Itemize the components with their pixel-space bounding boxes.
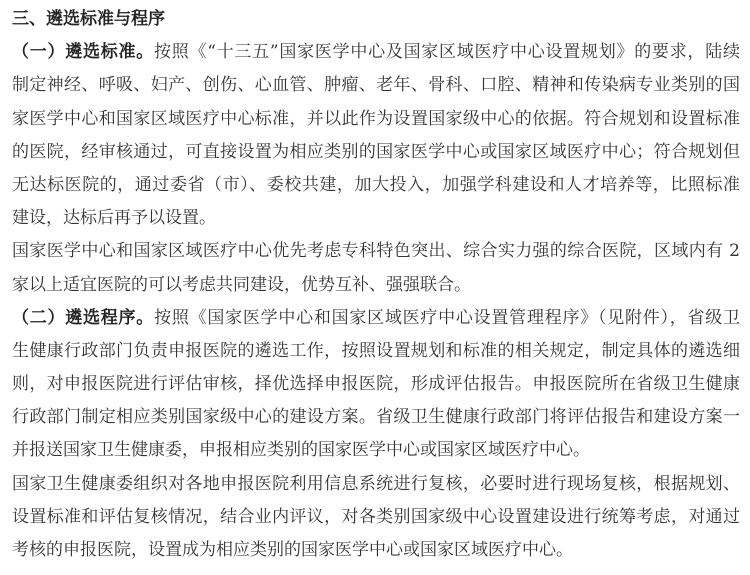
text-line: 国家医学中心和国家区域医疗中心优先考虑专科特色突出、综合实力强的综合医院，区域内有 2 xyxy=(12,241,740,262)
text-line: 考核的申报医院，设置成为相应类别的国家医学中心或国家区域医疗中心。 xyxy=(12,540,573,560)
procedure-label: （二）遴选程序。 xyxy=(12,307,155,328)
text-line: 行政部门制定相应类别国家级中心的建设方案。省级卫生健康行政部门将评估报告和建设方案一 xyxy=(12,407,740,428)
criteria-label: （一）遴选标准。 xyxy=(12,42,154,63)
text-line: 的医院，经审核通过，可直接设置为相应类别的国家医学中心或国家区域医疗中心；符合规划但 xyxy=(12,141,740,162)
text-line: 国家卫生健康委组织对各地申报医院利用信息系统进行复核，必要时进行现场复核，根据规划、 xyxy=(12,473,740,494)
paragraph-selection-criteria xyxy=(12,36,740,235)
paragraph-selection-procedure xyxy=(12,302,740,468)
line-text: 按照《“十三五”国家医学中心及国家区域医疗中心设置规划》的要求，陆续 xyxy=(153,42,740,63)
text-line: 生健康行政部门负责申报医院的遴选工作，按照设置规划和标准的相关规定，制定具体的遴选细 xyxy=(12,340,740,361)
section-heading: 三、遴选标准与程序 xyxy=(12,9,165,29)
text-line: 制定神经、呼吸、妇产、创伤、心血管、肿瘤、老年、骨科、口腔、精神和传染病专业类别的国 xyxy=(12,75,740,96)
text-line: 无达标医院的，通过委省（市）、委校共建，加大投入，加强学科建设和人才培养等，比照标准 xyxy=(12,174,740,195)
text-line xyxy=(12,302,740,335)
line-text: 按照《国家医学中心和国家区域医疗中心设置管理程序》（见附件），省级卫 xyxy=(154,307,740,328)
text-line: 并报送国家卫生健康委，申报相应类别的国家医学中心或国家区域医疗中心。 xyxy=(12,440,590,461)
document-body xyxy=(12,3,740,567)
text-line: 家以上适宜医院的可以考虑共同建设，优势互补、强强联合。 xyxy=(12,274,471,295)
paragraph-priority xyxy=(12,235,740,301)
text-line: 设置标准和评估复核情况，结合业内评议，对各类别国家级中心设置建设进行统筹考虑，对通过 xyxy=(12,506,740,527)
text-line: 则，对申报医院进行评估审核，择优选择申报医院，形成评估报告。申报医院所在省级卫生健康 xyxy=(12,374,740,395)
paragraph-review xyxy=(12,468,740,568)
text-line xyxy=(12,36,740,69)
text-line: 建设，达标后再予以设置。 xyxy=(12,208,216,229)
text-line: 家医学中心和国家区域医疗中心标准，并以此作为设置国家级中心的依据。符合规划和设置标准 xyxy=(12,108,740,129)
